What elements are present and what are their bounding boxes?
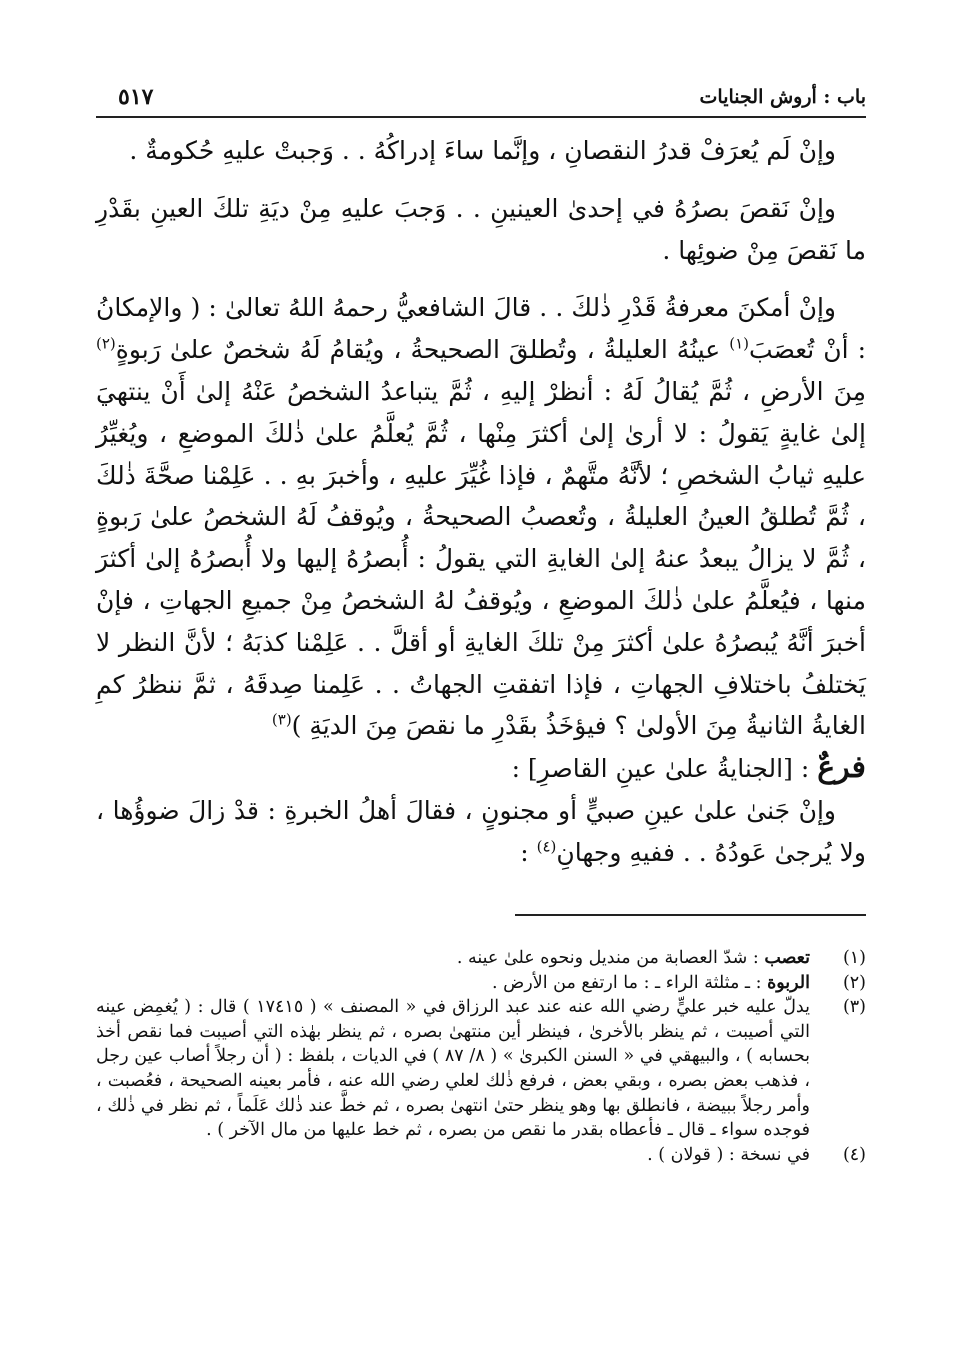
footnote-1 <box>96 946 866 971</box>
footnote-ref-4[interactable]: (٤) <box>536 837 557 856</box>
section-heading <box>96 747 866 790</box>
branch-title: : [الجنايةُ علىٰ عينِ القاصرِ] : <box>511 754 810 784</box>
branch-label: فرعٌ <box>817 750 866 786</box>
footnote-number: (١) <box>842 948 866 968</box>
footnote-text: يدلّ عليه خبر عليٍّ رضي الله عنه عند عبد الرزاق في « المصنف » ( ١٧٤١٥ ) قال : ( يُغمِض عينه التي أصيبت ، ثم ينظر بالأخرىٰ ، فينظر أين منتهىٰ بصره ، ثم ينظر بهٰذه التي أصيبت فما نقص أخذ بحسابه ) ، والبيهقي في « السنن الكبرىٰ » ( ٨/ ٨٧ ) في الديات ، بلفظ : ( أن رجلاً أصاب عين رجل ، فذهب بعض بصره ، وبقي بعض ، فرفع ذٰلك لعلي رضي الله عنه ، فأمر بعينه الصحيحة ، فعُصبت ، وأمر رجلاً ببيضة ، فانطلق بها وهو ينظر حتىٰ انتهىٰ بصره ، ثم خطَّ عند ذٰلك عَلَماً ، ثم نظر في ذٰلك ، فوجده سواء ـ قال ـ فأعطاه بقدر ما نقص من بصره ، ثم خط عليها من مال الآخر ) . <box>96 997 810 1141</box>
footnote-number: (٣) <box>842 997 866 1018</box>
footnote-ref-1[interactable]: (١) <box>729 334 750 353</box>
footnote-text: في نسخة : ( قولان ) . <box>647 1144 810 1165</box>
footnote-2 <box>96 971 866 996</box>
footnote-text: : ـ مثلثة الراء ـ : ما ارتفع من الأرض . <box>491 972 762 993</box>
footnote-text: : شدّ العصابة من منديل ونحوه علىٰ عينه . <box>456 948 759 968</box>
page-number: ٥١٧ <box>118 84 154 110</box>
footnote-term: الربوة <box>767 972 810 993</box>
footnote-3 <box>96 995 866 1143</box>
footnote-number: (٤) <box>842 1144 866 1165</box>
paragraph: وإنْ نَقصَ بصرُهُ في إحدىٰ العينينِ . . وَجبَ عليهِ مِنْ ديَةِ تلكَ العينِ بقَدْرِ ما نَقصَ مِنْ ضوئِها . <box>96 193 866 265</box>
footnote-divider <box>515 914 866 916</box>
footnote-ref-3[interactable]: (٣) <box>271 711 292 730</box>
main-text <box>96 130 866 874</box>
paragraph: وإنْ جَنىٰ علىٰ عينِ صبيٍّ أو مجنونٍ ، فقالَ أهلُ الخبرةِ : قدْ زالَ ضوؤُها ، ولا يُرجىٰ عَودُهُ . . ففيهِ وجهانِ$^{(٤)}$ : <box>96 795 866 867</box>
footnote-term: تعصب <box>764 948 810 968</box>
paragraph: وإنْ أمكنَ معرفةُ قَدْرِ ذٰلكَ . . قالَ الشافعيُّ رحمهُ اللهُ تعالىٰ : ( والإمكانُ : أنْ تُعصَبَ$^{(١)}$ عينُهُ العليلةُ ، وتُطلقَ الصحيحةُ ، ويُقامُ لَهُ شخصٌ علىٰ رَبوةٍ$^{(٢)}$ مِنَ الأرضِ ، ثُمَّ يُقالُ لَهُ : أنظرْ إليهِ ، ثُمَّ يتباعدُ الشخصُ عَنْهُ إلىٰ أَنْ ينتهيَ إلىٰ غايةٍ يَقولُ : لا أرىٰ إلىٰ أكثرَ مِنْها ، ثُمَّ يُعلَّمُ علىٰ ذٰلكَ الموضعِ ، ويُغيِّرُ عليهِ ثيابُ الشخصِ ؛ لأنَّهُ متَّهمٌ ، فإذا غُيِّرَ عليهِ ، وأخبرَ بهِ . . عَلِمْنا صحَّةَ ذٰلكَ ، ثُمَّ تُطلقُ العينُ العليلةُ ، وتُعصبُ الصحيحةُ ، ويُوقفُ لَهُ الشخصُ علىٰ رَبوةٍ ، ثُمَّ لا يزالُ يبعدُ عنهُ إلىٰ الغايةِ التي يقولُ : أُبصرُهُ إليها ولا أُبصرُهُ إلىٰ أكثرَ منها ، فيُعلَّمُ علىٰ ذٰلكَ الموضعِ ، ويُوقفُ لهُ الشخصُ مِنْ جميعِ الجهاتِ ، فإنْ أخبرَ أنَّهُ يُبصرُهُ علىٰ أكثرَ مِنْ تلكَ الغايةِ أو أقلَّ . . عَلِمْنا كذبَهُ ؛ لأنَّ النظر لا يَختلفُ باختلافِ الجهاتِ ، فإذا اتفقتِ الجهاتُ . . عَلِمنا صِدقَهُ ، ثمَّ ننظرُ كمِ الغايةُ الثانيةُ مِنَ الأولىٰ ؟ فيؤخَذُ بقَدْرِ ما نقصَ مِنَ الديَةِ )$^{(٣)}$ <box>96 293 866 741</box>
footnote-number: (٢) <box>842 972 866 993</box>
footnote-4 <box>96 1143 866 1168</box>
footnote-ref-2[interactable]: (٢) <box>96 334 116 353</box>
page-header <box>96 82 866 118</box>
paragraph: وإنْ لَم يُعرَفْ قدرُ النقصانِ ، وإنَّما ساءَ إدراكُهُ . . وَجبتْ عليهِ حُكومةٌ . <box>129 136 836 165</box>
chapter-title: باب : أروش الجنايات <box>699 86 866 108</box>
footnotes <box>96 946 866 1167</box>
